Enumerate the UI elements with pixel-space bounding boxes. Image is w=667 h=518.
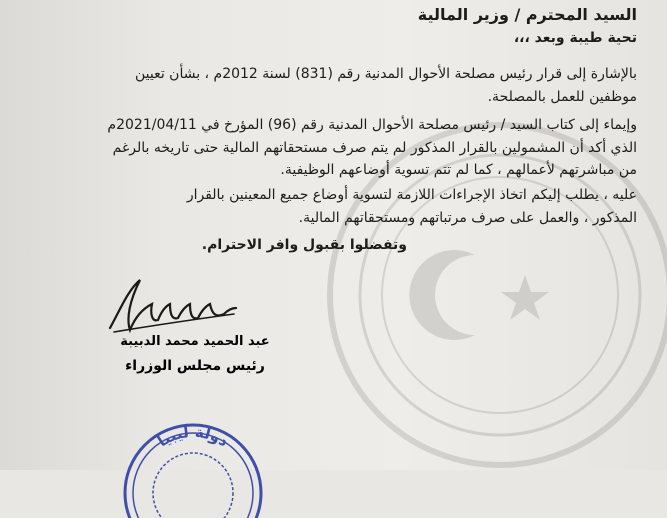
signatory-name: عبد الحميد محمد الدبيبة — [120, 334, 270, 349]
stamp-text: دولة ليبيا — [154, 422, 232, 451]
paragraph-2-line-3: من مباشرتهم لأعمالهم ، كما لم تتم تسوية أوضاعهم الوظيفية. — [280, 162, 637, 178]
closing-line: وتفضلوا بقبول وافر الاحترام. — [201, 237, 407, 253]
paragraph-2-line-2: الذي أكد أن المشمولين بالقرار المذكور لم يتم صرف مستحقاتهم المالية حتى تاريخه بالرغم — [112, 140, 637, 156]
paragraph-3-line-2: المذكور ، والعمل على صرف مرتباتهم ومستحقاتهم المالية. — [298, 210, 637, 226]
handwritten-signature — [100, 270, 240, 340]
paragraph-1-line-1: بالإشارة إلى قرار رئيس مصلحة الأحوال المدنية رقم (831) لسنة 2012م ، بشأن تعيين — [134, 66, 637, 82]
salutation-to: السيد المحترم / وزير المالية — [417, 5, 637, 24]
official-stamp — [118, 418, 268, 518]
paragraph-1-line-2: موظفين للعمل بالمصلحة. — [487, 89, 637, 105]
paragraph-3-line-1: عليه ، يطلب إليكم اتخاذ الإجراءات اللازمة لتسوية أوضاع جميع المعينين بالقرار — [186, 187, 637, 203]
paragraph-2-line-1: وإيماء إلى كتاب السيد / رئيس مصلحة الأحوال المدنية رقم (96) المؤرخ في 2021/04/11م — [107, 117, 637, 133]
greeting: تحية طيبة وبعد ،،، — [513, 30, 637, 46]
signatory-title: رئيس مجلس الوزراء — [125, 358, 265, 374]
svg-text:دولة ليبيا — [154, 423, 232, 451]
